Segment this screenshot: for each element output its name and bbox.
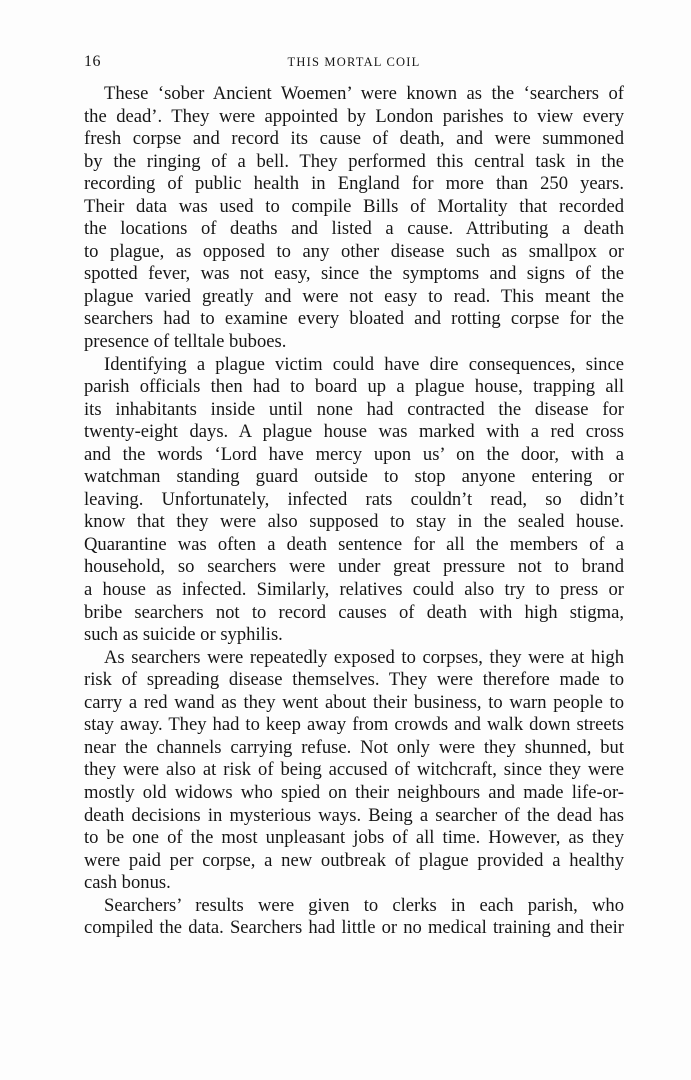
text-line: they were also at risk of being accused of witchcraft, since they were — [84, 759, 624, 781]
text-line: parish officials then had to board up a plague house, trapping all — [84, 376, 624, 398]
text-line: Searchers’ results were given to clerks in each parish, who — [104, 894, 624, 916]
text-line: plague varied greatly and were not easy to read. This meant the — [84, 285, 624, 307]
paragraph-3 — [84, 647, 624, 895]
text-line: were paid per corpse, a new outbreak of plague provided a healthy — [84, 849, 624, 871]
text-line: a house as infected. Similarly, relatives could also try to press or — [84, 579, 624, 601]
text-line: the dead’. They were appointed by London parishes to view every — [84, 105, 624, 127]
text-line: to be one of the most unpleasant jobs of all time. However, as they — [84, 827, 624, 849]
paragraph-2 — [84, 354, 624, 647]
text-line: the locations of deaths and listed a cause. Attributing a death — [84, 218, 624, 240]
text-line: compiled the data. Searchers had little or no medical training and their — [84, 917, 624, 939]
text-line: Their data was used to compile Bills of Mortality that recorded — [84, 195, 624, 217]
text-line: fresh corpse and record its cause of death, and were summoned — [84, 128, 624, 150]
text-line: As searchers were repeatedly exposed to corpses, they were at high — [104, 646, 624, 668]
text-line: by the ringing of a bell. They performed this central task in the — [84, 150, 624, 172]
page-number: 16 — [84, 53, 101, 70]
text-line: Quarantine was often a death sentence for all the members of a — [84, 533, 624, 555]
text-line: recording of public health in England for more than 250 years. — [84, 173, 624, 195]
text-line: household, so searchers were under great pressure not to brand — [84, 556, 624, 578]
text-line: and the words ‘Lord have mercy upon us’ on the door, with a — [84, 443, 624, 465]
text-line: know that they were also supposed to stay in the sealed house. — [84, 511, 624, 533]
text-line: mostly old widows who spied on their neighbours and made life-or- — [84, 781, 624, 803]
text-line: to plague, as opposed to any other disease such as smallpox or — [84, 240, 624, 262]
text-line: spotted fever, was not easy, since the symptoms and signs of the — [84, 263, 624, 285]
text-line: its inhabitants inside until none had contracted the disease for — [84, 398, 624, 420]
body-text — [84, 83, 624, 940]
text-line: cash bonus. — [84, 872, 171, 894]
text-line: stay away. They had to keep away from crowds and walk down streets — [84, 714, 624, 736]
text-line: near the channels carrying refuse. Not only were they shunned, but — [84, 736, 624, 758]
text-line: leaving. Unfortunately, infected rats couldn’t read, so didn’t — [84, 488, 624, 510]
text-line: bribe searchers not to record causes of death with high stigma, — [84, 601, 624, 623]
text-line: death decisions in mysterious ways. Being a searcher of the dead has — [84, 804, 624, 826]
text-line: watchman standing guard outside to stop anyone entering or — [84, 466, 624, 488]
paragraph-1 — [84, 83, 624, 354]
text-line: searchers had to examine every bloated and rotting corpse for the — [84, 308, 624, 330]
text-line: twenty-eight days. A plague house was marked with a red cross — [84, 421, 624, 443]
text-line: presence of telltale buboes. — [84, 331, 287, 353]
running-head: THIS MORTAL COIL — [287, 55, 421, 69]
text-line: carry a red wand as they went about their business, to warn people to — [84, 691, 624, 713]
text-line: risk of spreading disease themselves. They were therefore made to — [84, 669, 624, 691]
text-line: Identifying a plague victim could have dire consequences, since — [104, 353, 624, 375]
text-line: These ‘sober Ancient Woemen’ were known as the ‘searchers of — [104, 83, 624, 104]
paragraph-4 — [84, 895, 624, 940]
text-line: such as suicide or syphilis. — [84, 624, 283, 646]
